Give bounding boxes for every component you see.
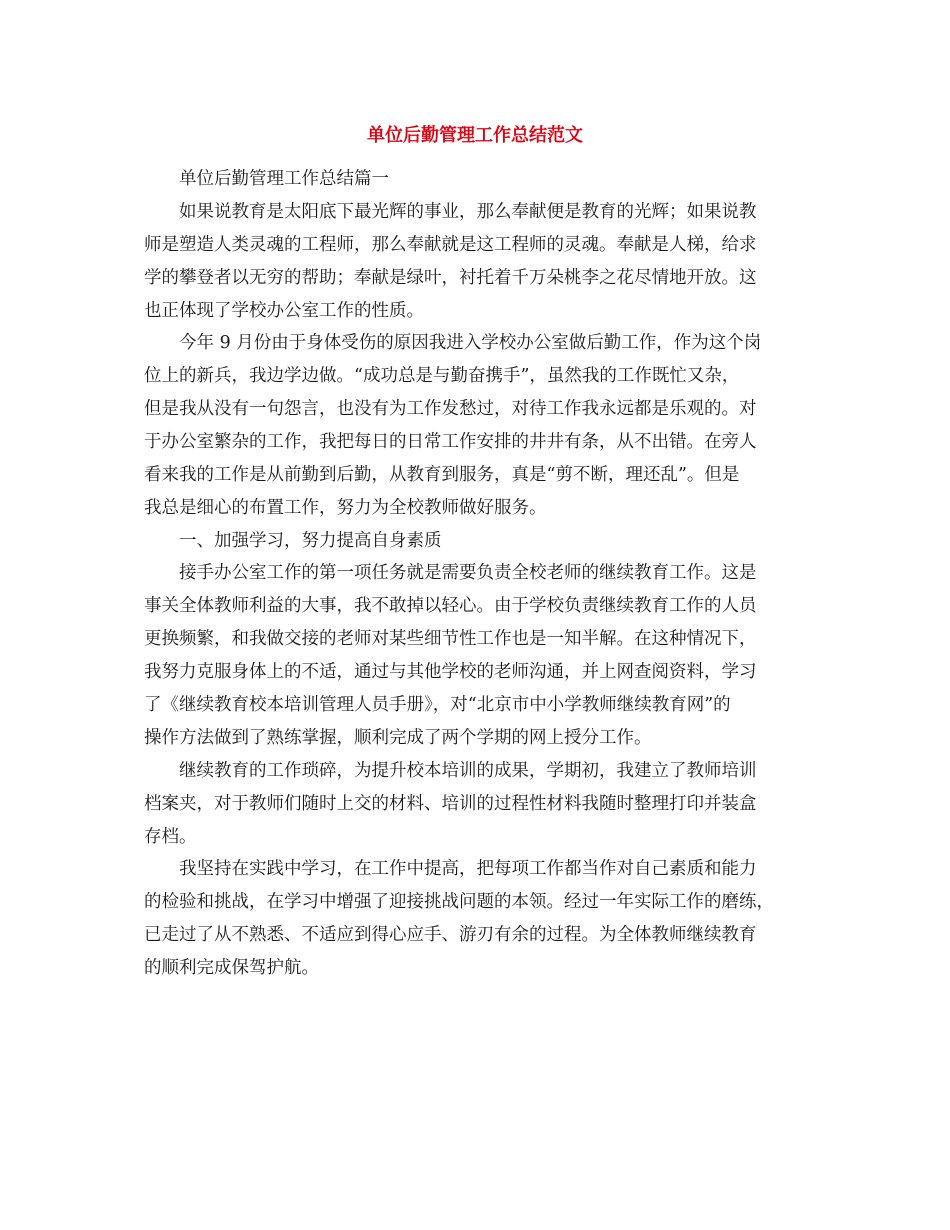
paragraph-line: 单位后勤管理工作总结篇一 [179,169,389,189]
paragraph-line: 看来我的工作是从前勤到后勤，从教育到服务，真是“剪不断，理还乱”。但是 [144,465,740,485]
paragraph-line: 了《继续教育校本培训管理人员手册》，对“北京市中小学教师继续教育网”的 [144,695,731,715]
paragraph-line: 于办公室繁杂的工作，我把每日的日常工作安排的井井有条，从不出错。在旁人 [144,432,757,452]
paragraph-line: 师是塑造人类灵魂的工程师，那么奉献就是这工程师的灵魂。奉献是人梯，给求 [144,235,757,255]
paragraph-line: 已走过了从不熟悉、不适应到得心应手、游刃有余的过程。为全体教师继续教育 [144,925,757,945]
paragraph-line: 的检验和挑战，在学习中增强了迎接挑战问题的本领。经过一年实际工作的磨练， [144,892,774,912]
paragraph-line: 但是我从没有一句怨言，也没有为工作发愁过，对待工作我永远都是乐观的。对 [144,399,757,419]
paragraph-line: 我努力克服身体上的不适，通过与其他学校的老师沟通，并上网查阅资料，学习 [144,662,757,682]
paragraph-line: 我坚持在实践中学习，在工作中提高，把每项工作都当作对自己素质和能力 [179,859,757,879]
paragraph-line: 档案夹，对于教师们随时上交的材料、培训的过程性材料我随时整理打印并装盒 [144,794,757,814]
paragraph-line: 的顺利完成保驾护航。 [144,958,319,978]
paragraph-line: 操作方法做到了熟练掌握，顺利完成了两个学期的网上授分工作。 [144,728,652,748]
paragraph-line: 今年 9 月份由于身体受伤的原因我进入学校办公室做后勤工作，作为这个岗 [179,333,762,353]
paragraph-line: 我总是细心的布置工作，努力为全校教师做好服务。 [144,498,547,518]
paragraph-line: 更换频繁，和我做交接的老师对某些细节性工作也是一知半解。在这种情况下， [144,629,757,649]
paragraph-line: 继续教育的工作琐碎，为提升校本培训的成果，学期初，我建立了教师培训 [179,761,757,781]
document-title: 单位后勤管理工作总结范文 [367,125,583,146]
paragraph-line: 一、加强学习，努力提高自身素质 [179,531,442,551]
paragraph-line: 接手办公室工作的第一项任务就是需要负责全校老师的继续教育工作。这是 [179,563,757,583]
paragraph-line: 也正体现了学校办公室工作的性质。 [144,301,424,321]
paragraph-line: 位上的新兵，我边学边做。“成功总是与勤奋携手”，虽然我的工作既忙又杂， [144,366,740,386]
paragraph-line: 事关全体教师利益的大事，我不敢掉以轻心。由于学校负责继续教育工作的人员 [144,596,757,616]
paragraph-line: 存档。 [144,827,197,847]
paragraph-line: 学的攀登者以无穷的帮助；奉献是绿叶，衬托着千万朵桃李之花尽情地开放。这 [144,268,757,288]
paragraph-line: 如果说教育是太阳底下最光辉的事业，那么奉献便是教育的光辉；如果说教 [179,202,757,222]
